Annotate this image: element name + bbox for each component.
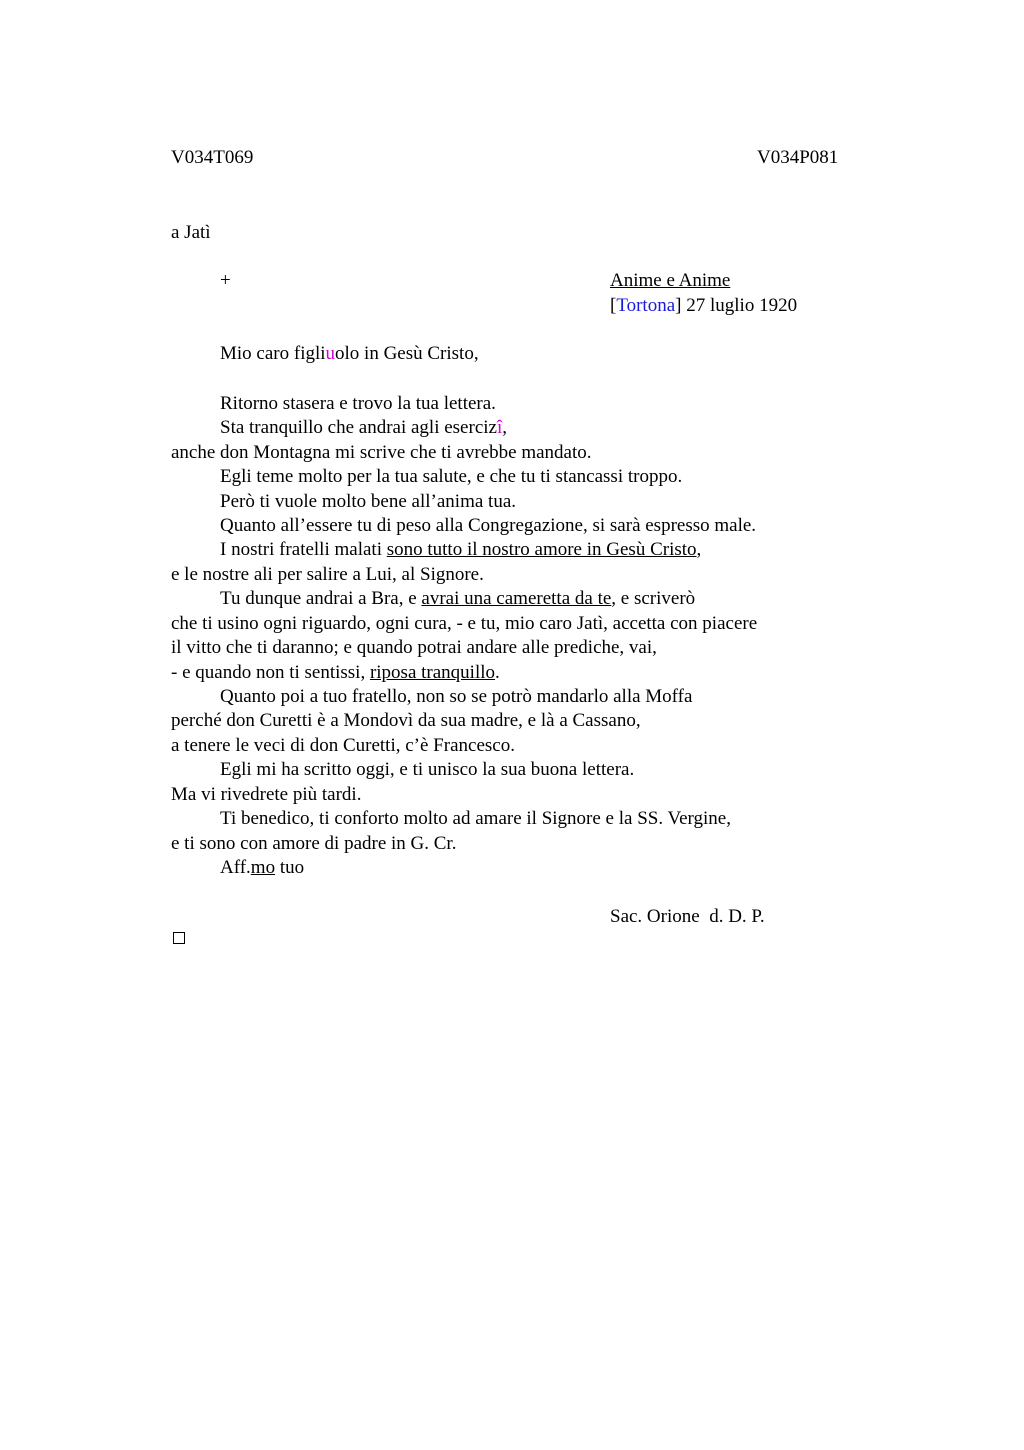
- document-code-right: V034P081: [757, 147, 839, 168]
- recipient: a Jatì: [171, 222, 211, 243]
- body-line: Egli mi ha scritto oggi, e ti unisco la sua buona lettera.: [220, 759, 635, 780]
- body-line: anche don Montagna mi scrive che ti avrebbe mandato.: [171, 442, 592, 463]
- underlined-phrase: avrai una cameretta da te: [421, 588, 612, 609]
- place-city: Tortona: [616, 295, 676, 316]
- end-of-document-box-icon: [173, 932, 185, 944]
- underlined-phrase: riposa tranquillo: [369, 662, 496, 683]
- signature: Sac. Orione d. D. P.: [610, 906, 765, 927]
- body-line: Però ti vuole molto bene all’anima tua.: [220, 491, 517, 512]
- body-line: Ma vi rivedrete più tardi.: [171, 784, 362, 805]
- bracket-open: [: [610, 295, 617, 316]
- body-line: il vitto che ti daranno; e quando potrai andare alle prediche, vai,: [171, 637, 657, 658]
- motto: [610, 269, 730, 293]
- body-line: Sta tranquillo che andrai agli esercizî,: [220, 417, 507, 438]
- letter-date: 27 luglio 1920: [681, 295, 798, 316]
- place-date: [610, 294, 797, 318]
- body-line: Ritorno stasera e trovo la tua lettera.: [220, 393, 496, 414]
- cross-symbol: +: [220, 270, 231, 291]
- body-line: Egli teme molto per la tua salute, e che tu ti stancassi troppo.: [220, 466, 683, 487]
- body-line: Ti benedico, ti conforto molto ad amare il Signore e la SS. Vergine,: [220, 808, 731, 829]
- editorial-mark: u: [325, 343, 336, 364]
- salutation: Mio caro figliuolo in Gesù Cristo,: [220, 343, 479, 364]
- closing: Aff.mo tuo: [220, 857, 305, 878]
- body-line: Quanto all’essere tu di peso alla Congregazione, si sarà espresso male.: [220, 515, 757, 536]
- underlined-abbrev: mo: [250, 857, 276, 878]
- editorial-mark: î: [496, 417, 503, 438]
- body-line: perché don Curetti è a Mondovì da sua madre, e là a Cassano,: [171, 710, 641, 731]
- body-line: e ti sono con amore di padre in G. Cr.: [171, 833, 457, 854]
- motto-text: Anime e Anime: [610, 270, 731, 291]
- body-line: che ti usino ogni riguardo, ogni cura, - e tu, mio caro Jatì, accetta con piacere: [171, 613, 758, 634]
- body-line: e le nostre ali per salire a Lui, al Signore.: [171, 564, 484, 585]
- body-line: - e quando non ti sentissi, riposa tranquillo.: [171, 662, 500, 683]
- body-line: Quanto poi a tuo fratello, non so se potrò mandarlo alla Moffa: [220, 686, 693, 707]
- body-line: a tenere le veci di don Curetti, c’è Francesco.: [171, 735, 515, 756]
- document-code-left: V034T069: [171, 147, 254, 168]
- body-line: Tu dunque andrai a Bra, e avrai una cameretta da te, e scriverò: [220, 588, 696, 609]
- body-line: I nostri fratelli malati sono tutto il nostro amore in Gesù Cristo,: [220, 539, 702, 560]
- bracket-close: ]: [675, 295, 682, 316]
- underlined-phrase: sono tutto il nostro amore in Gesù Cristo: [386, 539, 697, 560]
